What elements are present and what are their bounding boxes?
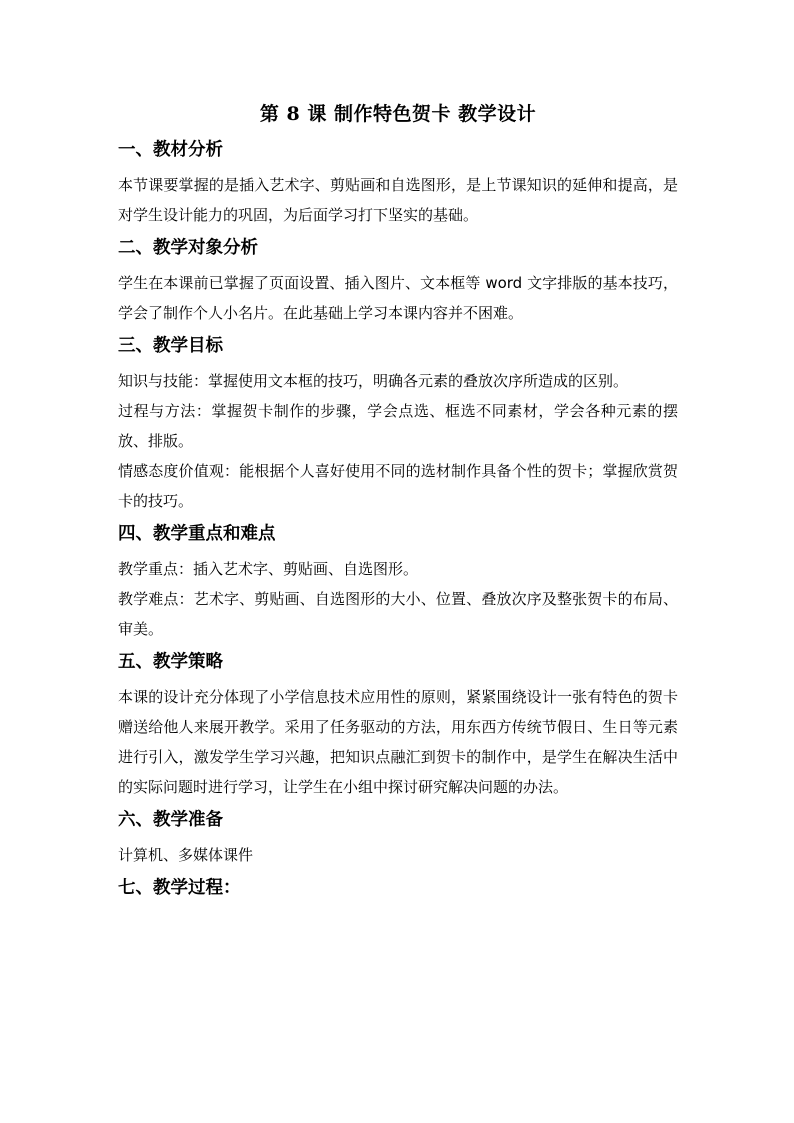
- section-teaching-goals: [118, 334, 678, 516]
- paragraph: 知识与技能：掌握使用文本框的技巧，明确各元素的叠放次序所造成的区别。: [118, 372, 629, 390]
- paragraph: 本节课要掌握的是插入艺术字、剪贴画和自选图形，是上节课知识的延伸和提高，是对学生设计能力的巩固，为后面学习打下坚实的基础。: [118, 176, 678, 224]
- paragraph: 情感态度价值观：能根据个人喜好使用不同的选材制作具备个性的贺卡；掌握欣赏贺卡的技巧。: [118, 462, 678, 510]
- document-page: [118, 96, 678, 908]
- section-heading: 四、教学重点和难点: [118, 524, 276, 544]
- section-textbook-analysis: [118, 138, 678, 230]
- section-heading: 五、教学策略: [118, 652, 223, 672]
- paragraph: 教学重点：插入艺术字、剪贴画、自选图形。: [118, 560, 419, 578]
- section-teaching-process: [118, 876, 678, 900]
- section-heading: 七、教学过程：: [118, 878, 241, 898]
- paragraph: 过程与方法：掌握贺卡制作的步骤，学会点选、框选不同素材，学会各种元素的摆放、排版。: [118, 402, 678, 450]
- section-teaching-strategy: [118, 650, 678, 802]
- section-heading: 六、教学准备: [118, 810, 223, 830]
- document-title: 第 8 课 制作特色贺卡 教学设计: [259, 103, 537, 125]
- paragraph: 教学难点：艺术字、剪贴画、自选图形的大小、位置、叠放次序及整张贺卡的布局、审美。: [118, 590, 678, 638]
- section-teaching-preparation: [118, 808, 678, 870]
- section-heading: 一、教材分析: [118, 140, 223, 160]
- section-heading: 二、教学对象分析: [118, 238, 258, 258]
- section-key-points: [118, 522, 678, 644]
- paragraph: 学生在本课前已掌握了页面设置、插入图片、文本框等 word 文字排版的基本技巧，学会了制作个人小名片。在此基础上学习本课内容并不困难。: [118, 274, 678, 322]
- section-student-analysis: [118, 236, 678, 328]
- paragraph: 本课的设计充分体现了小学信息技术应用性的原则，紧紧围绕设计一张有特色的贺卡赠送给他人来展开教学。采用了任务驱动的方法，用东西方传统节假日、生日等元素进行引入，激发学生学习兴趣，把知识点融汇到贺卡的制作中，是学生在解决生活中的实际问题时进行学习，让学生在小组中探讨研究解决问题的办法。: [118, 688, 678, 796]
- section-heading: 三、教学目标: [118, 336, 223, 356]
- paragraph: 计算机、多媒体课件: [118, 846, 254, 864]
